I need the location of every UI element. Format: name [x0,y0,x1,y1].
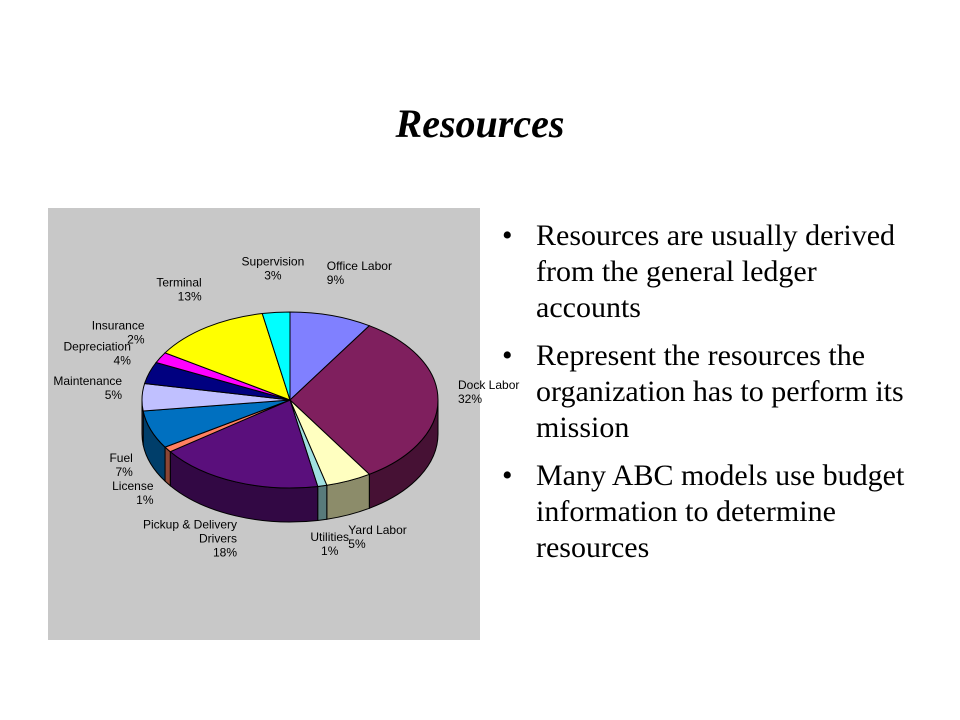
pie-label-name: Fuel [109,451,133,466]
bullet-text: Resources are usually derived from the general ledger accounts [536,219,896,324]
pie-label-utilities [310,530,349,558]
pie-label-name: Maintenance [53,374,123,389]
pie-label-fuel [109,451,133,479]
pie-label-percent: 2% [127,332,145,347]
pie-label-percent: 1% [321,544,339,559]
pie-tops [142,312,438,488]
pie-label-percent: 1% [136,492,154,507]
pie-side-license [165,447,170,486]
pie-label-percent: 5% [348,537,366,551]
pie-label-name: License [112,478,154,493]
pie-label-name: Utilities [310,530,350,545]
pie-chart [48,208,520,640]
pie-label-name: Supervision [241,254,305,269]
pie-label-percent: 13% [177,289,202,304]
pie-label-percent: 32% [458,392,483,406]
bullet-text: Represent the resources the organization has to perform its mission [536,339,904,444]
bullet-item-2 [496,338,906,446]
pie-label-name: Yard Labor [348,523,407,537]
bullet-item-3 [496,458,906,566]
bullet-dot: • [502,219,513,252]
pie-label-depreciation [64,340,132,368]
pie-label-maintenance [53,374,122,402]
pie-label-name: Depreciation [63,339,131,354]
bullet-text: Many ABC models use budget information to determine resources [536,459,905,564]
pie-chart-panel [48,208,520,640]
pie-label-percent: 9% [326,272,345,287]
pie-label-percent: 3% [264,268,282,283]
pie-label-terminal [156,275,202,303]
pie-label-license [112,479,154,507]
pie-label-name: Office Labor [326,258,392,273]
bullet-dot: • [502,339,513,372]
pie-label-percent: 7% [115,465,133,480]
pie-label-name: Drivers [199,531,237,546]
bullet-dot: • [502,459,513,492]
pie-label-name: Dock Labor [458,378,520,392]
pie-label-name: Insurance [91,318,145,333]
pie-label-supervision [242,255,305,283]
bullet-item-1 [496,218,906,326]
pie-label-percent: 18% [212,545,237,560]
pie-label-percent: 5% [104,388,123,403]
pie-label-office-labor [327,259,392,287]
bullet-list [496,218,906,578]
pie-label-percent: 4% [113,353,131,368]
pie-label-yard-labor [348,523,406,551]
pie-label-pickup-and-delivery-drivers [143,518,237,560]
pie-side-utilities [318,485,327,520]
pie-label-name: Pickup & Delivery [142,517,237,532]
pie-label-name: Terminal [156,275,202,290]
slide-title: Resources [395,101,565,146]
